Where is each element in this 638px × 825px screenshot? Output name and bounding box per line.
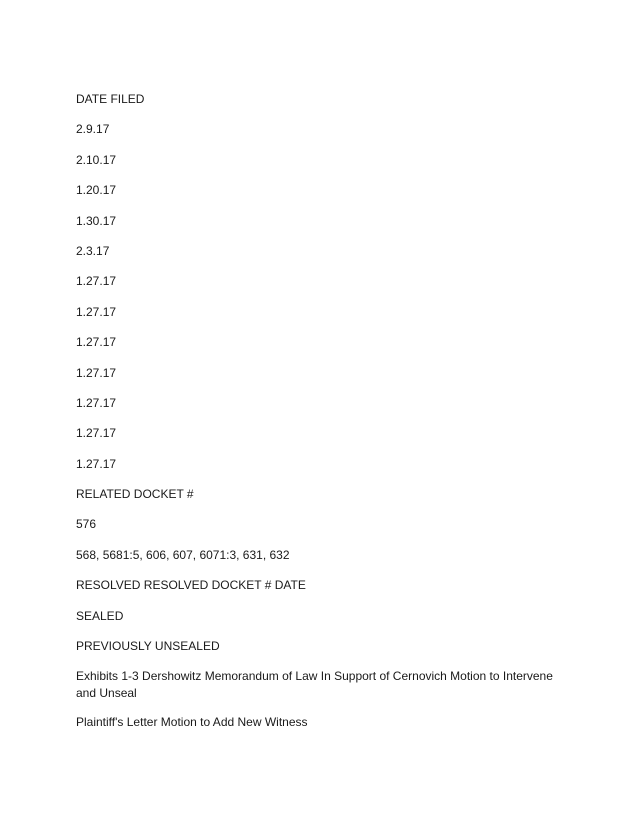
date-entry: 1.27.17 bbox=[76, 456, 117, 471]
date-entry: 2.10.17 bbox=[76, 152, 117, 167]
date-entry: 1.30.17 bbox=[76, 213, 117, 228]
date-entry: 1.27.17 bbox=[76, 395, 117, 410]
description-exhibits: Exhibits 1-3 Dershowitz Memorandum of Law In Support of Cernovich Motion to Intervene and Unseal bbox=[76, 669, 553, 701]
heading-date-filed: DATE FILED bbox=[76, 92, 145, 106]
date-entry: 1.27.17 bbox=[76, 274, 117, 289]
heading-resolved: RESOLVED RESOLVED DOCKET # DATE bbox=[76, 578, 306, 593]
heading-related-docket: RELATED DOCKET # bbox=[76, 487, 194, 502]
docket-entry: 576 bbox=[76, 517, 97, 532]
document-body bbox=[76, 91, 576, 743]
date-entry: 1.20.17 bbox=[76, 183, 117, 198]
status-sealed: SEALED bbox=[76, 608, 124, 623]
date-entry: 1.27.17 bbox=[76, 426, 117, 441]
description-letter-motion: Plaintiff's Letter Motion to Add New Witness bbox=[76, 715, 308, 730]
date-entry: 2.3.17 bbox=[76, 243, 110, 258]
date-entry: 2.9.17 bbox=[76, 122, 110, 137]
docket-entry: 568, 5681:5, 606, 607, 6071:3, 631, 632 bbox=[76, 547, 290, 562]
status-previously-unsealed: PREVIOUSLY UNSEALED bbox=[76, 639, 220, 654]
date-entry: 1.27.17 bbox=[76, 304, 117, 319]
date-entry: 1.27.17 bbox=[76, 365, 117, 380]
date-entry: 1.27.17 bbox=[76, 335, 117, 350]
